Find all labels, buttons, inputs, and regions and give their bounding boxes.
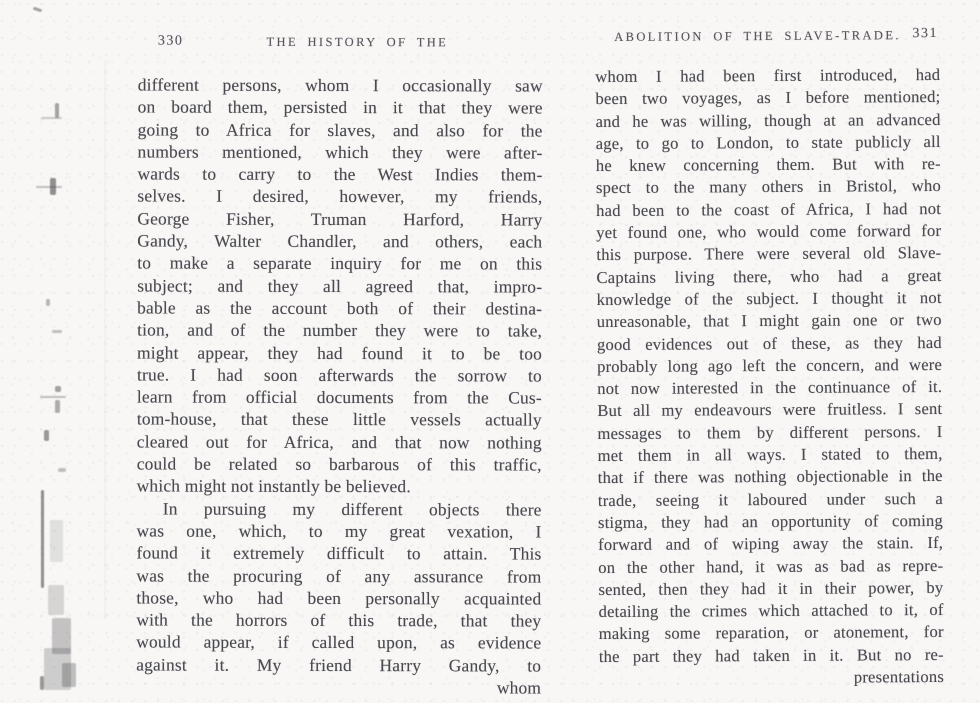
left-page-header bbox=[138, 32, 543, 51]
scan-artifact bbox=[44, 648, 71, 690]
scan-artifact bbox=[44, 430, 49, 441]
text-line: that if there was nothing objectionable in the bbox=[597, 466, 943, 488]
left-page bbox=[136, 32, 543, 698]
scan-artifact bbox=[55, 400, 60, 413]
text-line: cleared out for Africa, and that now nothing bbox=[136, 431, 542, 453]
text-line: which might not instantly be believed. bbox=[136, 475, 411, 497]
text-line: Captains living there, who had a great bbox=[596, 265, 942, 287]
text-line: different persons, whom I occasionally saw bbox=[137, 74, 543, 96]
scan-artifact bbox=[40, 396, 66, 398]
left-page-number: 330 bbox=[157, 33, 184, 49]
text-line: this purpose. There were several old Slave- bbox=[596, 243, 942, 265]
scan-artifact bbox=[41, 490, 44, 588]
text-line: on board them, persisted in it that they were bbox=[137, 96, 543, 118]
text-line: been two voyages, as I before mentioned; bbox=[595, 87, 941, 109]
right-page bbox=[595, 26, 944, 690]
text-line: detailing the crimes which attached to it, of bbox=[598, 600, 944, 622]
scan-artifact bbox=[41, 117, 62, 119]
text-line: stigma, they had an opportunity of coming bbox=[597, 510, 944, 532]
text-line: tom-house, that these little vessels actually bbox=[136, 408, 542, 430]
scan-artifact bbox=[40, 676, 44, 690]
text-line: making some reparation, or atonement, for bbox=[598, 622, 944, 644]
text-line: yet found one, who would come forward for bbox=[596, 221, 942, 243]
text-line: with the horrors of this trade, that they bbox=[136, 609, 542, 631]
text-line: to make a separate inquiry for me on this bbox=[137, 252, 543, 274]
text-line: whom I had been first introduced, had bbox=[595, 64, 941, 87]
scan-artifact bbox=[52, 330, 62, 333]
text-line: learn from official documents from the Cus- bbox=[136, 386, 542, 408]
scan-artifact bbox=[104, 60, 106, 620]
scan-artifact bbox=[62, 663, 76, 687]
text-line: was one, which, to my great vexation, I bbox=[136, 520, 542, 542]
text-line: on the other hand, it was as bad as repre- bbox=[598, 555, 944, 577]
scan-artifact bbox=[58, 468, 66, 472]
text-line: age, to go to London, to state publicly all bbox=[595, 131, 941, 153]
scan-artifact bbox=[50, 178, 56, 195]
text-line: would appear, if called upon, as evidence bbox=[136, 631, 542, 653]
left-catchword: whom bbox=[496, 677, 542, 698]
scan-artifact bbox=[55, 103, 59, 118]
text-line: met them in all ways. I stated to them, bbox=[597, 443, 943, 466]
text-line: But all my endeavours were fruitless. I sent bbox=[597, 399, 943, 421]
text-line: probably long ago left the concern, and were bbox=[596, 354, 943, 376]
scan-artifact bbox=[36, 186, 62, 188]
text-line: forward and of wiping away the stain. If, bbox=[598, 533, 944, 555]
text-line: George Fisher, Truman Harford, Harry bbox=[137, 208, 543, 230]
text-line: he knew concerning them. But with re- bbox=[595, 154, 941, 176]
text-line: had been to the coast of Africa, I had not bbox=[596, 198, 942, 220]
text-line: selves. I desired, however, my friends, bbox=[137, 185, 543, 208]
scan-artifact bbox=[33, 7, 42, 13]
text-line: sented, then they had it in their power, by bbox=[598, 577, 944, 599]
text-line: found it extremely difficult to attain. This bbox=[136, 542, 542, 564]
scan-artifact bbox=[52, 618, 71, 654]
text-line: trade, seeing it laboured under such a bbox=[597, 488, 943, 510]
text-line: good evidences out of these, as they had bbox=[596, 332, 942, 354]
text-line: could be related so barbarous of this traffic, bbox=[136, 453, 542, 475]
left-page-text bbox=[136, 73, 543, 676]
text-line: the part they had taken in it. But no re- bbox=[598, 644, 944, 666]
right-page-number: 331 bbox=[912, 25, 939, 42]
text-line: tion, and of the number they were to take, bbox=[137, 319, 543, 341]
text-line: In pursuing my different objects there bbox=[162, 498, 542, 520]
text-line: spect to the many others in Bristol, who bbox=[595, 176, 942, 198]
text-line: not now interested in the continuance of it. bbox=[597, 377, 943, 399]
scan-artifact bbox=[50, 520, 63, 562]
text-line: those, who had been personally acquainted bbox=[136, 587, 542, 609]
text-line: bable as the account both of their destina- bbox=[137, 297, 543, 319]
right-catchword: presentations bbox=[853, 666, 945, 687]
text-line: Gandy, Walter Chandler, and others, each bbox=[137, 230, 543, 252]
text-line: and he was willing, though at an advanced bbox=[595, 109, 941, 131]
text-line: was the procuring of any assurance from bbox=[136, 565, 542, 587]
text-line: against it. My friend Harry Gandy, to bbox=[136, 654, 542, 676]
text-line: numbers mentioned, which they were after- bbox=[137, 141, 543, 163]
left-running-header: THE HISTORY OF THE bbox=[266, 34, 449, 50]
text-line: might appear, they had found it to be too bbox=[137, 342, 543, 364]
scan-artifact bbox=[55, 386, 61, 392]
text-line: messages to them by different persons. I bbox=[597, 421, 943, 443]
scan-artifact bbox=[48, 585, 64, 615]
text-line: knowledge of the subject. I thought it not bbox=[596, 287, 942, 310]
text-line: subject; and they all agreed that, impro- bbox=[137, 275, 543, 297]
right-running-header: ABOLITION OF THE SLAVE-TRADE. bbox=[614, 28, 901, 44]
scan-artifact bbox=[46, 299, 50, 306]
right-page-header bbox=[595, 26, 940, 46]
text-line: true. I had soon afterwards the sorrow to bbox=[136, 364, 543, 386]
text-line: wards to carry to the West Indies them- bbox=[137, 163, 543, 185]
right-page-text bbox=[595, 64, 944, 668]
text-line: unreasonable, that I might gain one or two bbox=[596, 310, 942, 332]
text-line: going to Africa for slaves, and also for the bbox=[137, 119, 543, 141]
